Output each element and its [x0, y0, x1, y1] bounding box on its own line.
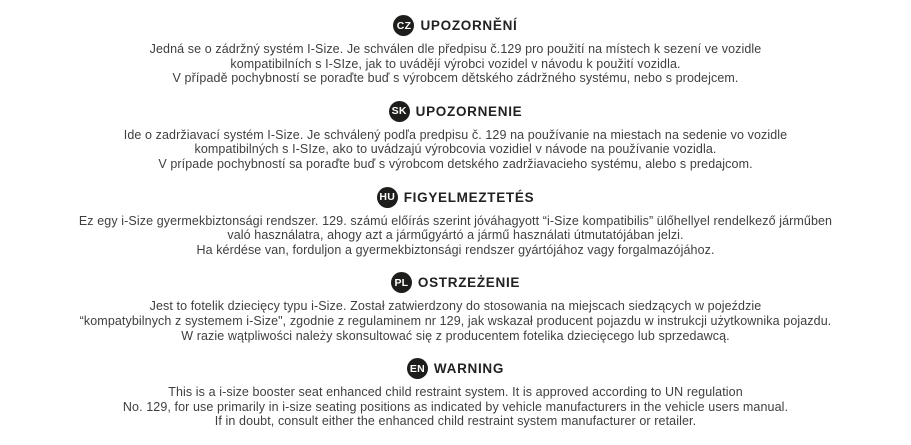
warning-line: “kompatybilnych z systemem i-Size", zgodnie z regulaminem nr 129, jak wskazał producent pojazdu w instrukcji użytkownika pojazdu.	[79, 313, 832, 328]
warning-text-sk	[124, 128, 787, 172]
warning-section-cz	[0, 15, 911, 86]
warning-heading-hu: FIGYELMEZTETÉS	[403, 189, 535, 205]
language-badge-hu: HU	[377, 187, 398, 208]
section-header-sk	[389, 101, 523, 122]
warning-heading-cz: UPOZORNĚNÍ	[420, 18, 518, 33]
section-header-pl	[391, 272, 520, 293]
warning-line: Ide o zadržiavací systém I-Size. Je schválený podľa predpisu č. 129 na používanie na miestach na sedenie vo vozidle	[123, 127, 788, 142]
section-header-hu	[377, 187, 535, 208]
warning-line: Ez egy i-Size gyermekbiztonsági rendszer. 129. számú előírás szerint jóváhagyott “i-Size kompatibilis” ülőhellyel rendelkező járműben	[78, 213, 833, 228]
warning-section-sk	[0, 101, 911, 172]
warning-heading-pl: OSTRZEŻENIE	[417, 275, 521, 291]
warning-line: This is a i-size booster seat enhanced child restraint system. It is approved according to UN regulation	[168, 385, 743, 400]
warning-line: kompatibilních s I-SIze, jak to uvádějí výrobci vozidel v návodu k použití vozidla.	[230, 56, 681, 71]
warning-text-en	[123, 385, 788, 429]
warning-line: Jedná se o zádržný systém I-Size. Je schválen dle předpisu č.129 pro použití na místech k sezení ve vozidle	[149, 42, 762, 56]
warning-line: való használatra, ahogy azt a járműgyártó a jármű használati útmutatójában jelzi.	[227, 228, 684, 243]
warning-line: V prípade pochybností sa poraďte buď s výrobcom detského zadržiavacieho systému, alebo s predajcom.	[158, 156, 753, 171]
warning-text-pl	[80, 299, 832, 343]
warning-text-hu	[79, 214, 832, 258]
warning-section-hu	[0, 187, 911, 258]
warning-line: Jest to fotelik dziecięcy typu i-Size. Został zatwierdzony do stosowania na miejscach siedzących w pojeździe	[149, 299, 762, 314]
warning-text-cz	[150, 42, 762, 86]
warning-heading-sk: UPOZORNENIE	[415, 103, 523, 119]
warning-section-en	[0, 358, 911, 429]
warning-section-pl	[0, 272, 911, 343]
section-header-en	[407, 358, 504, 379]
language-badge-sk: SK	[389, 101, 410, 122]
language-badge-pl: PL	[391, 272, 412, 293]
language-badge-en: EN	[407, 358, 428, 379]
warning-heading-en: WARNING	[433, 361, 505, 377]
section-header-cz	[393, 15, 517, 36]
warning-line: W razie wątpliwości należy skonsultować się z producentem fotelika dziecięcego lub sprzedawcą.	[181, 328, 730, 343]
warning-line: kompatibilných s I-SIze, ako to uvádzajú výrobcovia vozidiel v návode na používanie vozidla.	[194, 142, 717, 157]
language-badge-cz: CZ	[393, 15, 414, 36]
warning-line: Ha kérdése van, forduljon a gyermekbiztonsági rendszer gyártójához vagy forgalmazójához.	[196, 242, 715, 257]
warning-line: No. 129, for use primarily in i-size seating positions as indicated by vehicle manufacturers in the vehicle users manual.	[122, 399, 789, 414]
warning-line: V případě pochybností se poraďte buď s výrobcem dětského zádržného systému, nebo s prodejcem.	[172, 71, 739, 86]
warning-line: If in doubt, consult either the enhanced child restraint system manufacturer or retailer.	[214, 414, 697, 429]
